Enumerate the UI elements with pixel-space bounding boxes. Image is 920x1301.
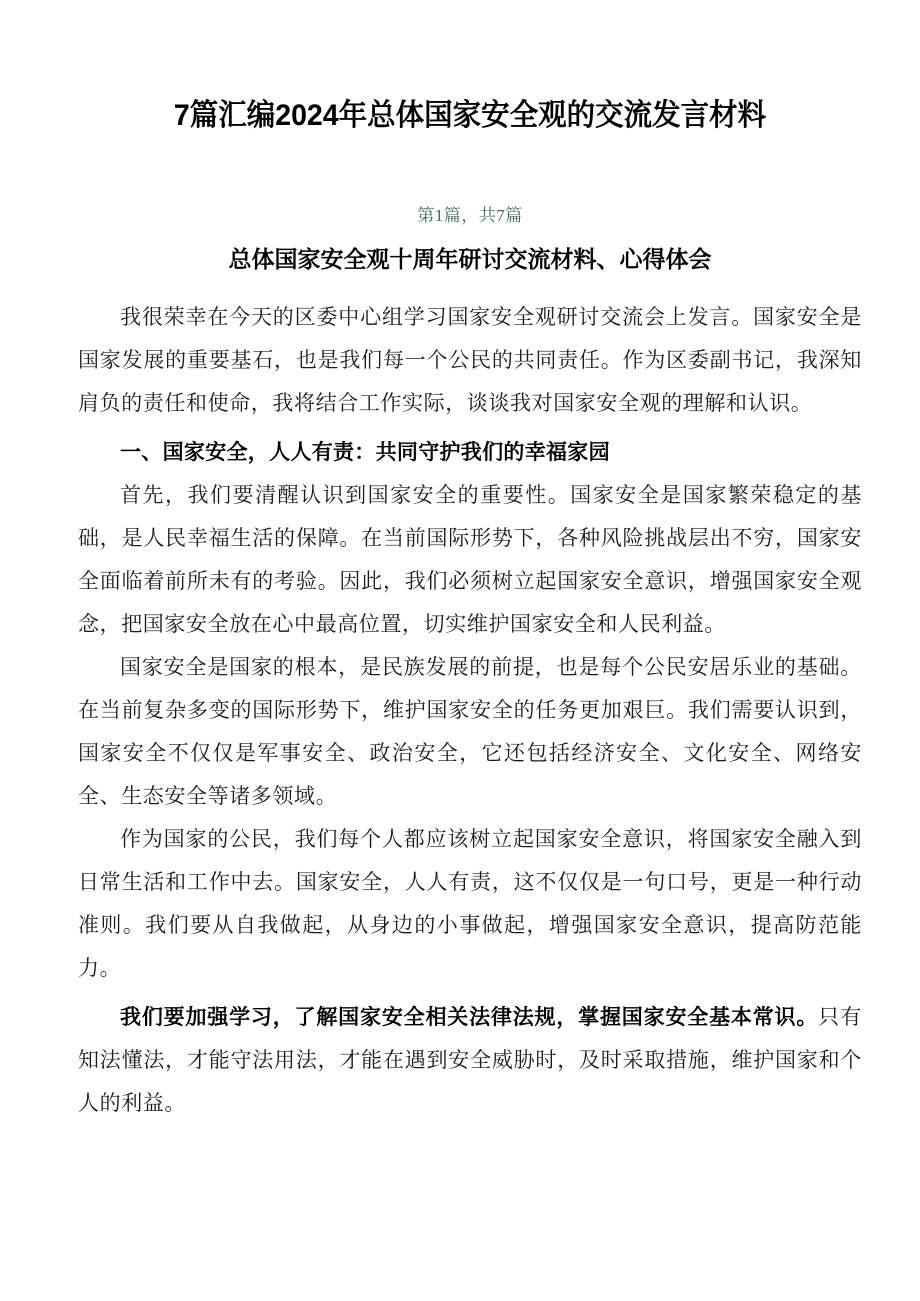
piece-counter-label: 第1篇，共7篇 [417,206,523,225]
paragraph-citizen-duty: 作为国家的公民，我们每个人都应该树立起国家安全意识，将国家安全融入到日常生活和工作中去。国家安全，人人有责，这不仅仅是一句口号，更是一种行动准则。我们要从自我做起，从身边的小事做起，增强国家安全意识，提高防范能力。 [78,827,862,980]
document-title: 7篇汇编2024年总体国家安全观的交流发言材料 [173,99,767,132]
paragraph-intro: 我很荣幸在今天的区委中心组学习国家安全观研讨交流会上发言。国家安全是国家发展的重要基石，也是我们每一个公民的共同责任。作为区委副书记，我深知肩负的责任和使命，我将结合工作实际，谈谈我对国家安全观的理解和认识。 [78,305,862,415]
section-heading-1: 一、国家安全，人人有责：共同守护我们的幸福家园 [120,441,610,464]
paragraph-foundation: 国家安全是国家的根本，是民族发展的前提，也是每个公民安居乐业的基础。在当前复杂多变的国际形势下，维护国家安全的任务更加艰巨。我们需要认识到，国家安全不仅仅是军事安全、政治安全，它还包括经济安全、文化安全、网络安全、生态安全等诸多领域。 [78,655,862,808]
paragraph-learning-bold-lead: 我们要加强学习，了解国家安全相关法律法规，掌握国家安全基本常识。 [120,1006,819,1029]
page-content-area [78,0,862,1125]
article-title: 总体国家安全观十周年研讨交流材料、心得体会 [228,246,712,272]
paragraph-learning-rest: 只有知法懂法，才能守法用法，才能在遇到安全威胁时，及时采取措施，维护国家和个人的利益。 [78,1005,862,1115]
paragraph-importance: 首先，我们要清醒认识到国家安全的重要性。国家安全是国家繁荣稳定的基础，是人民幸福生活的保障。在当前国际形势下，各种风险挑战层出不穷，国家安全面临着前所未有的考验。因此，我们必须树立起国家安全意识，增强国家安全观念，把国家安全放在心中最高位置，切实维护国家安全和人民利益。 [78,483,862,636]
paragraph-learning [78,990,862,1125]
